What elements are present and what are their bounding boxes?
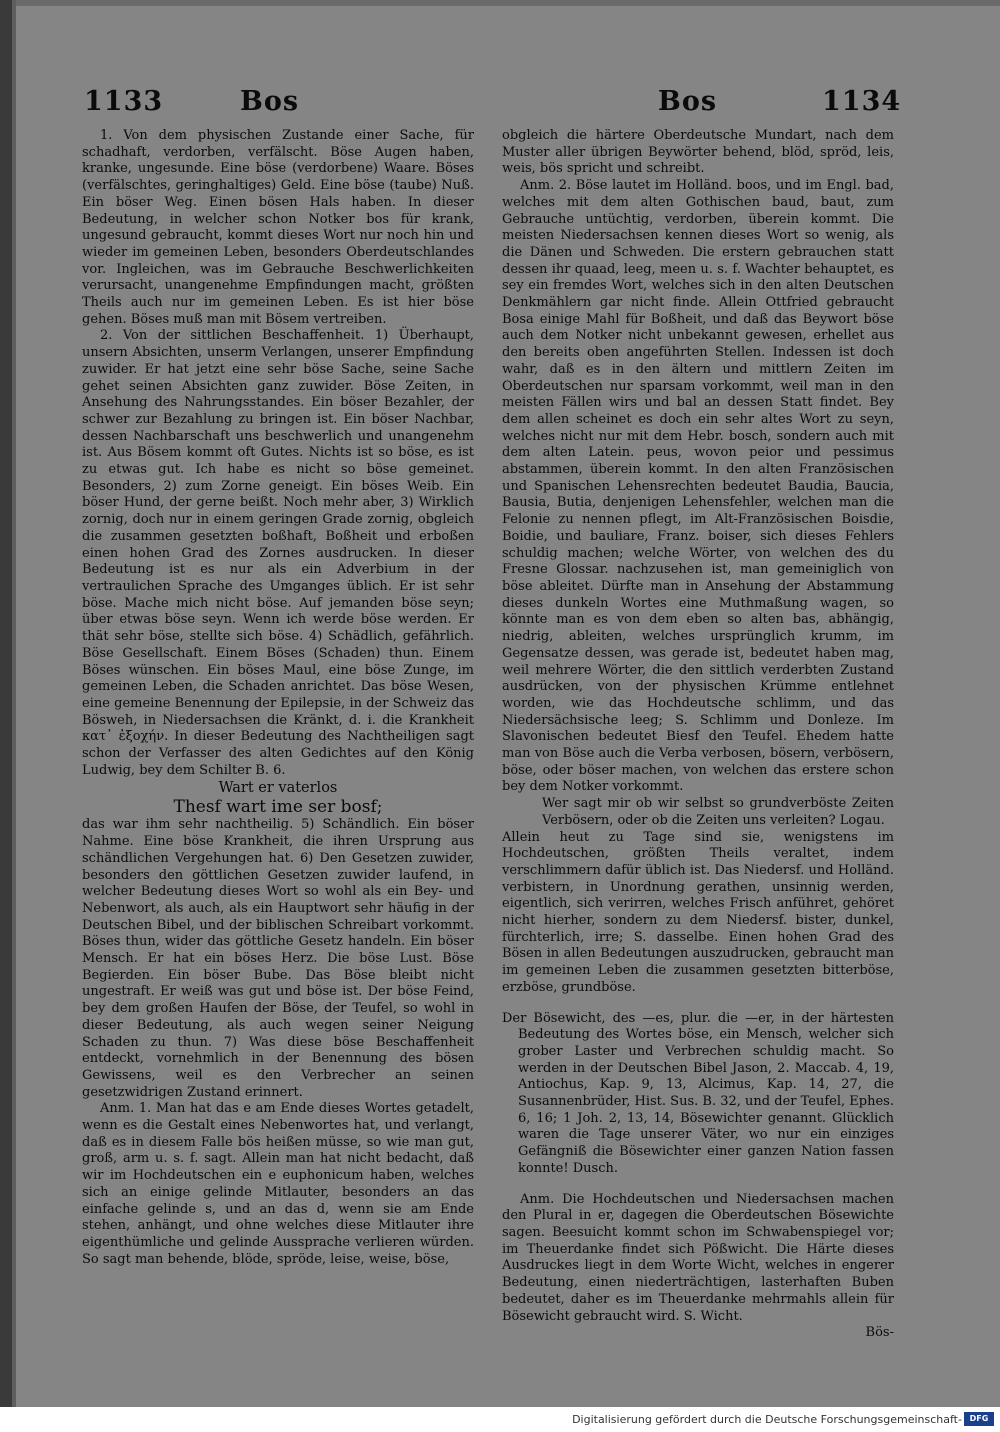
- right-column: [502, 128, 894, 1342]
- verse-quote: Wer sagt mir ob wir selbst so grundverböste Zeiten Verbösern, oder ob die Zeiten uns verleiten? Logau.: [542, 796, 894, 828]
- paragraph: Anm. 1. Man hat das e am Ende dieses Wortes getadelt, wenn es die Gestalt eines Nebenwortes hat, und verlangt, daß es in diesem Falle bös heißen müsse, so wie man gut, groß, arm u. s. f. sagt. Allein man hat nicht bedacht, daß wir im Hochdeutschen ein e euphonicum haben, welches sich an einige gelinde Mitlauter, besonders an das einfache gelinde s, und an das d, wenn sie am Ende stehen, anhängt, und ohne welches diese Mitlauter ihre eigenthümliche und gelinde Aussprache verlieren würden. So sagt man behende, blöde, spröde, leise, weise, böse,: [82, 1101, 474, 1267]
- binding-edge: [0, 0, 12, 1407]
- dfg-logo-icon: DFG: [964, 1412, 994, 1426]
- left-running-head: Bos: [240, 86, 300, 117]
- left-page-number: 1133: [84, 86, 164, 117]
- paragraph: 1. Von dem physischen Zustande einer Sache, für schadhaft, verdorben, verfälscht. Böse Augen haben, kranke, ungesunde. Eine böse (verdorbene) Waare. Böses (verfälschtes, geringhaltiges) Geld. Eine böse (taube) Nuß. Ein böser Weg. Einen bösen Hals haben. In dieser Bedeutung, in welcher schon Notker bos für krank, ungesund gebraucht, kommt dieses Wort nur noch hin und wieder im gemeinen Leben, besonders Oberdeutschlandes vor. Ingleichen, was im Gebrauche Beschwerlichkeiten verursacht, unangenehme Empfindungen macht, größten Theils auch nur im gemeinen Leben. Es ist hier böse gehen. Böses muß man mit Bösem vertreiben.: [82, 128, 474, 327]
- paragraph: Allein heut zu Tage sind sie, wenigstens im Hochdeutschen, größten Theils veraltet, indem verschlimmern dafür üblich ist. Das Niedersf. und Holländ. verbistern, in Unordnung gerathen, unsinnig werden, eigentlich, sich verirren, welches Frisch anführet, gehöret nicht hierher, sondern zu dem Niedersf. bister, dunkel, fürchterlich, irre; S. dasselbe. Einen hohen Grad des Bösen in allen Bedeutungen auszudrucken, gebraucht man im gemeinen Leben die zusammen gesetzten bitterböse, erzböse, grundböse.: [502, 829, 894, 995]
- footer-separator: -: [958, 1413, 962, 1426]
- left-column: [82, 128, 474, 1268]
- footer-credit: Digitalisierung gefördert durch die Deutsche Forschungsgemeinschaft: [572, 1413, 958, 1426]
- paragraph: 2. Von der sittlichen Beschaffenheit. 1) Überhaupt, unsern Absichten, unserm Verlangen, unserer Empfindung zuwider. Er hat jetzt eine sehr böse Sache, seine Sache gehet seinen Absichten ganz zuwider. Böse Zeiten, in Ansehung des Nahrungsstandes. Ein böser Bezahler, der schwer zur Bezahlung zu bringen ist. Ein böser Nachbar, dessen Nachbarschaft uns beschwerlich und unangenehm ist. Aus Bösem kommt oft Gutes. Nichts ist so böse, es ist zu etwas gut. Ich habe es nicht so böse gemeinet. Besonders, 2) zum Zorne geneigt. Ein böses Weib. Ein böser Hund, der gerne beißt. Noch mehr aber, 3) Wirklich zornig, doch nur in einem geringen Grade zornig, obgleich die zusammen gesetzten boßhaft, Boßheit und erboßen einen hohen Grad des Zornes ausdrucken. In dieser Bedeutung ist es nur als ein Adverbium in der vertraulichen Sprache des Umganges üblich. Er ist sehr böse. Mache mich nicht böse. Auf jemanden böse seyn; über etwas böse seyn. Wenn ich werde böse werden. Er thät sehr böse, stellte sich böse. 4) Schädlich, gefährlich. Böse Gesellschaft. Einem Böses (Schaden) thun. Einem Böses wünschen. Ein böses Maul, eine böse Zunge, im gemeinen Leben, die Schaden anrichtet. Das böse Wesen, eine gemeine Benennung der Epilepsie, in der Schweiz das Bösweh, in Niedersachsen die Kränkt, d. i. die Krankheit κατ᾽ ἐξοχήν. In dieser Bedeutung des Nachtheiligen sagt schon der Verfasser des alten Gedichtes auf den König Ludwig, bey dem Schilter B. 6.: [82, 328, 474, 778]
- catchword: Bös-: [865, 1325, 894, 1341]
- dictionary-entry: Der Bösewicht, des —es, plur. die —er, in der härtesten Bedeutung des Wortes böse, ein Mensch, welcher sich grober Laster und Verbrechen schuldig macht. So werden in der Deutschen Bibel Jason, 2. Maccab. 4, 19, Antiochus, Kap. 9, 13, Alcimus, Kap. 14, 27, die Susannenbrüder, Hist. Sus. B. 32, und der Teufel, Ephes. 6, 16; 1 Joh. 2, 13, 14, Bösewichter genannt. Glücklich waren die Tage unserer Väter, wo nur ein einziges Gefängniß die Bösewichter einer ganzen Nation fassen konnte! Dusch.: [502, 1010, 894, 1176]
- page-top-edge: [0, 0, 1000, 6]
- paragraph: Anm. 2. Böse lautet im Holländ. boos, und im Engl. bad, welches mit dem alten Gothischen baud, baut, zum Gebrauche untüchtig, verdorben, überein kommt. Die meisten Niedersachsen kennen dieses Wort so wenig, als die Dänen und Schweden. Die erstern gebrauchen statt dessen ihr quaad, leeg, meen u. s. f. Wachter behauptet, es sey ein fremdes Wort, welches sich in den alten Deutschen Denkmählern gar nicht finde. Allein Ottfried gebraucht Bosa einige Mahl für Boßheit, und daß das Beywort böse auch dem Notker nicht unbekannt gewesen, erhellet aus den bereits oben angeführten Stellen. Indessen ist doch wahr, daß es in den ältern und mittlern Zeiten im Oberdeutschen nur sparsam vorkommt, weil man in den meisten Fällen wirs und bal an dessen Statt findet. Bey dem allen scheinet es doch ein sehr altes Wort zu seyn, welches nicht nur mit dem Hebr. bosch, sondern auch mit dem alten Latein. peus, wovon peior und pessimus abstammen, überein kommt. In den alten Französischen und Spanischen Lehensrechten bedeutet Baudia, Baucia, Bausia, Butia, denjenigen Lehensfehler, welchen man die Felonie zu nennen pflegt, im Alt-Französischen Boisdie, Boidie, und bauliare, Franz. boiser, sich dieses Fehlers schuldig machen; welche Wörter, von welchen des du Fresne Glossar. nachzusehen ist, man gemeiniglich von böse ableitet. Dürfte man in Ansehung der Abstammung dieses dunkeln Wortes eine Muthmaßung wagen, so könnte man es von dem eben so alten bas, abhängig, niedrig, ableiten, welches ursprünglich krumm, im Gegensatze dessen, was gerade ist, bedeutet haben mag, weil mehrere Wörter, die den sittlich verderbten Zustand ausdrücken, von der physischen Krümme entlehnet worden, wie das Hochdeutsche schlimm, und das Niedersächsische leeg; S. Schlimm und Donleze. Im Slavonischen bedeutet Biesf den Teufel. Ehedem hatte man von Böse auch die Verba verbosen, bösern, verbösern, böse, oder böser machen, von welchen das erstere schon bey dem Notker vorkommt.: [502, 178, 894, 795]
- paragraph: das war ihm sehr nachtheilig. 5) Schändlich. Ein böser Nahme. Eine böse Krankheit, die ihren Ursprung aus schändlichen Vergehungen hat. 6) Den Gesetzen zuwider, besonders den göttlichen Gesetzen zuwider laufend, in welcher Bedeutung dieses Wort so wohl als ein Bey- und Nebenwort, als auch, als ein Hauptwort sehr häufig in der Deutschen Bibel, und der biblischen Schreibart vorkommt. Böses thun, wider das göttliche Gesetz handeln. Ein böser Mensch. Er hat ein böses Herz. Die böse Lust. Böse Begierden. Ein böser Bube. Das Böse bleibt nicht ungestraft. Er weiß was gut und böse ist. Der böse Feind, bey dem großen Haufen der Böse, der Teufel, so wohl in dieser Bedeutung, als auch wegen seiner Neigung Schaden zu thun. 7) Was diese böse Beschaffenheit entdeckt, vornehmlich in der Benennung des bösen Gewissens, weil es den Verbrecher an seinen gesetzwidrigen Zustand erinnert.: [82, 817, 474, 1100]
- right-running-head: Bos: [658, 86, 718, 117]
- verse-line: Wart er vaterlos: [218, 780, 338, 797]
- verse-line: Thesf wart ime ser bosf;: [173, 797, 383, 818]
- footer-bar: [0, 1407, 1000, 1432]
- right-page-number: 1134: [822, 86, 902, 117]
- binding-shadow: [12, 0, 16, 1407]
- paragraph: Anm. Die Hochdeutschen und Niedersachsen machen den Plural in er, dagegen die Oberdeutschen Bösewichte sagen. Beesuicht kommt schon im Schwabenspiegel vor; im Theuerdanke findet sich Pößwicht. Die Härte dieses Ausdruckes liegt in dem Worte Wicht, welches in engerer Bedeutung, einen niederträchtigen, lasterhaften Buben bedeutet, daher es im Theuerdanke mehrmahls allein für Bösewicht gebraucht wird. S. Wicht.: [502, 1191, 894, 1324]
- paragraph: obgleich die härtere Oberdeutsche Mundart, nach dem Muster aller übrigen Beywörter behend, blöd, spröd, leis, weis, bös spricht und schreibt.: [502, 128, 894, 177]
